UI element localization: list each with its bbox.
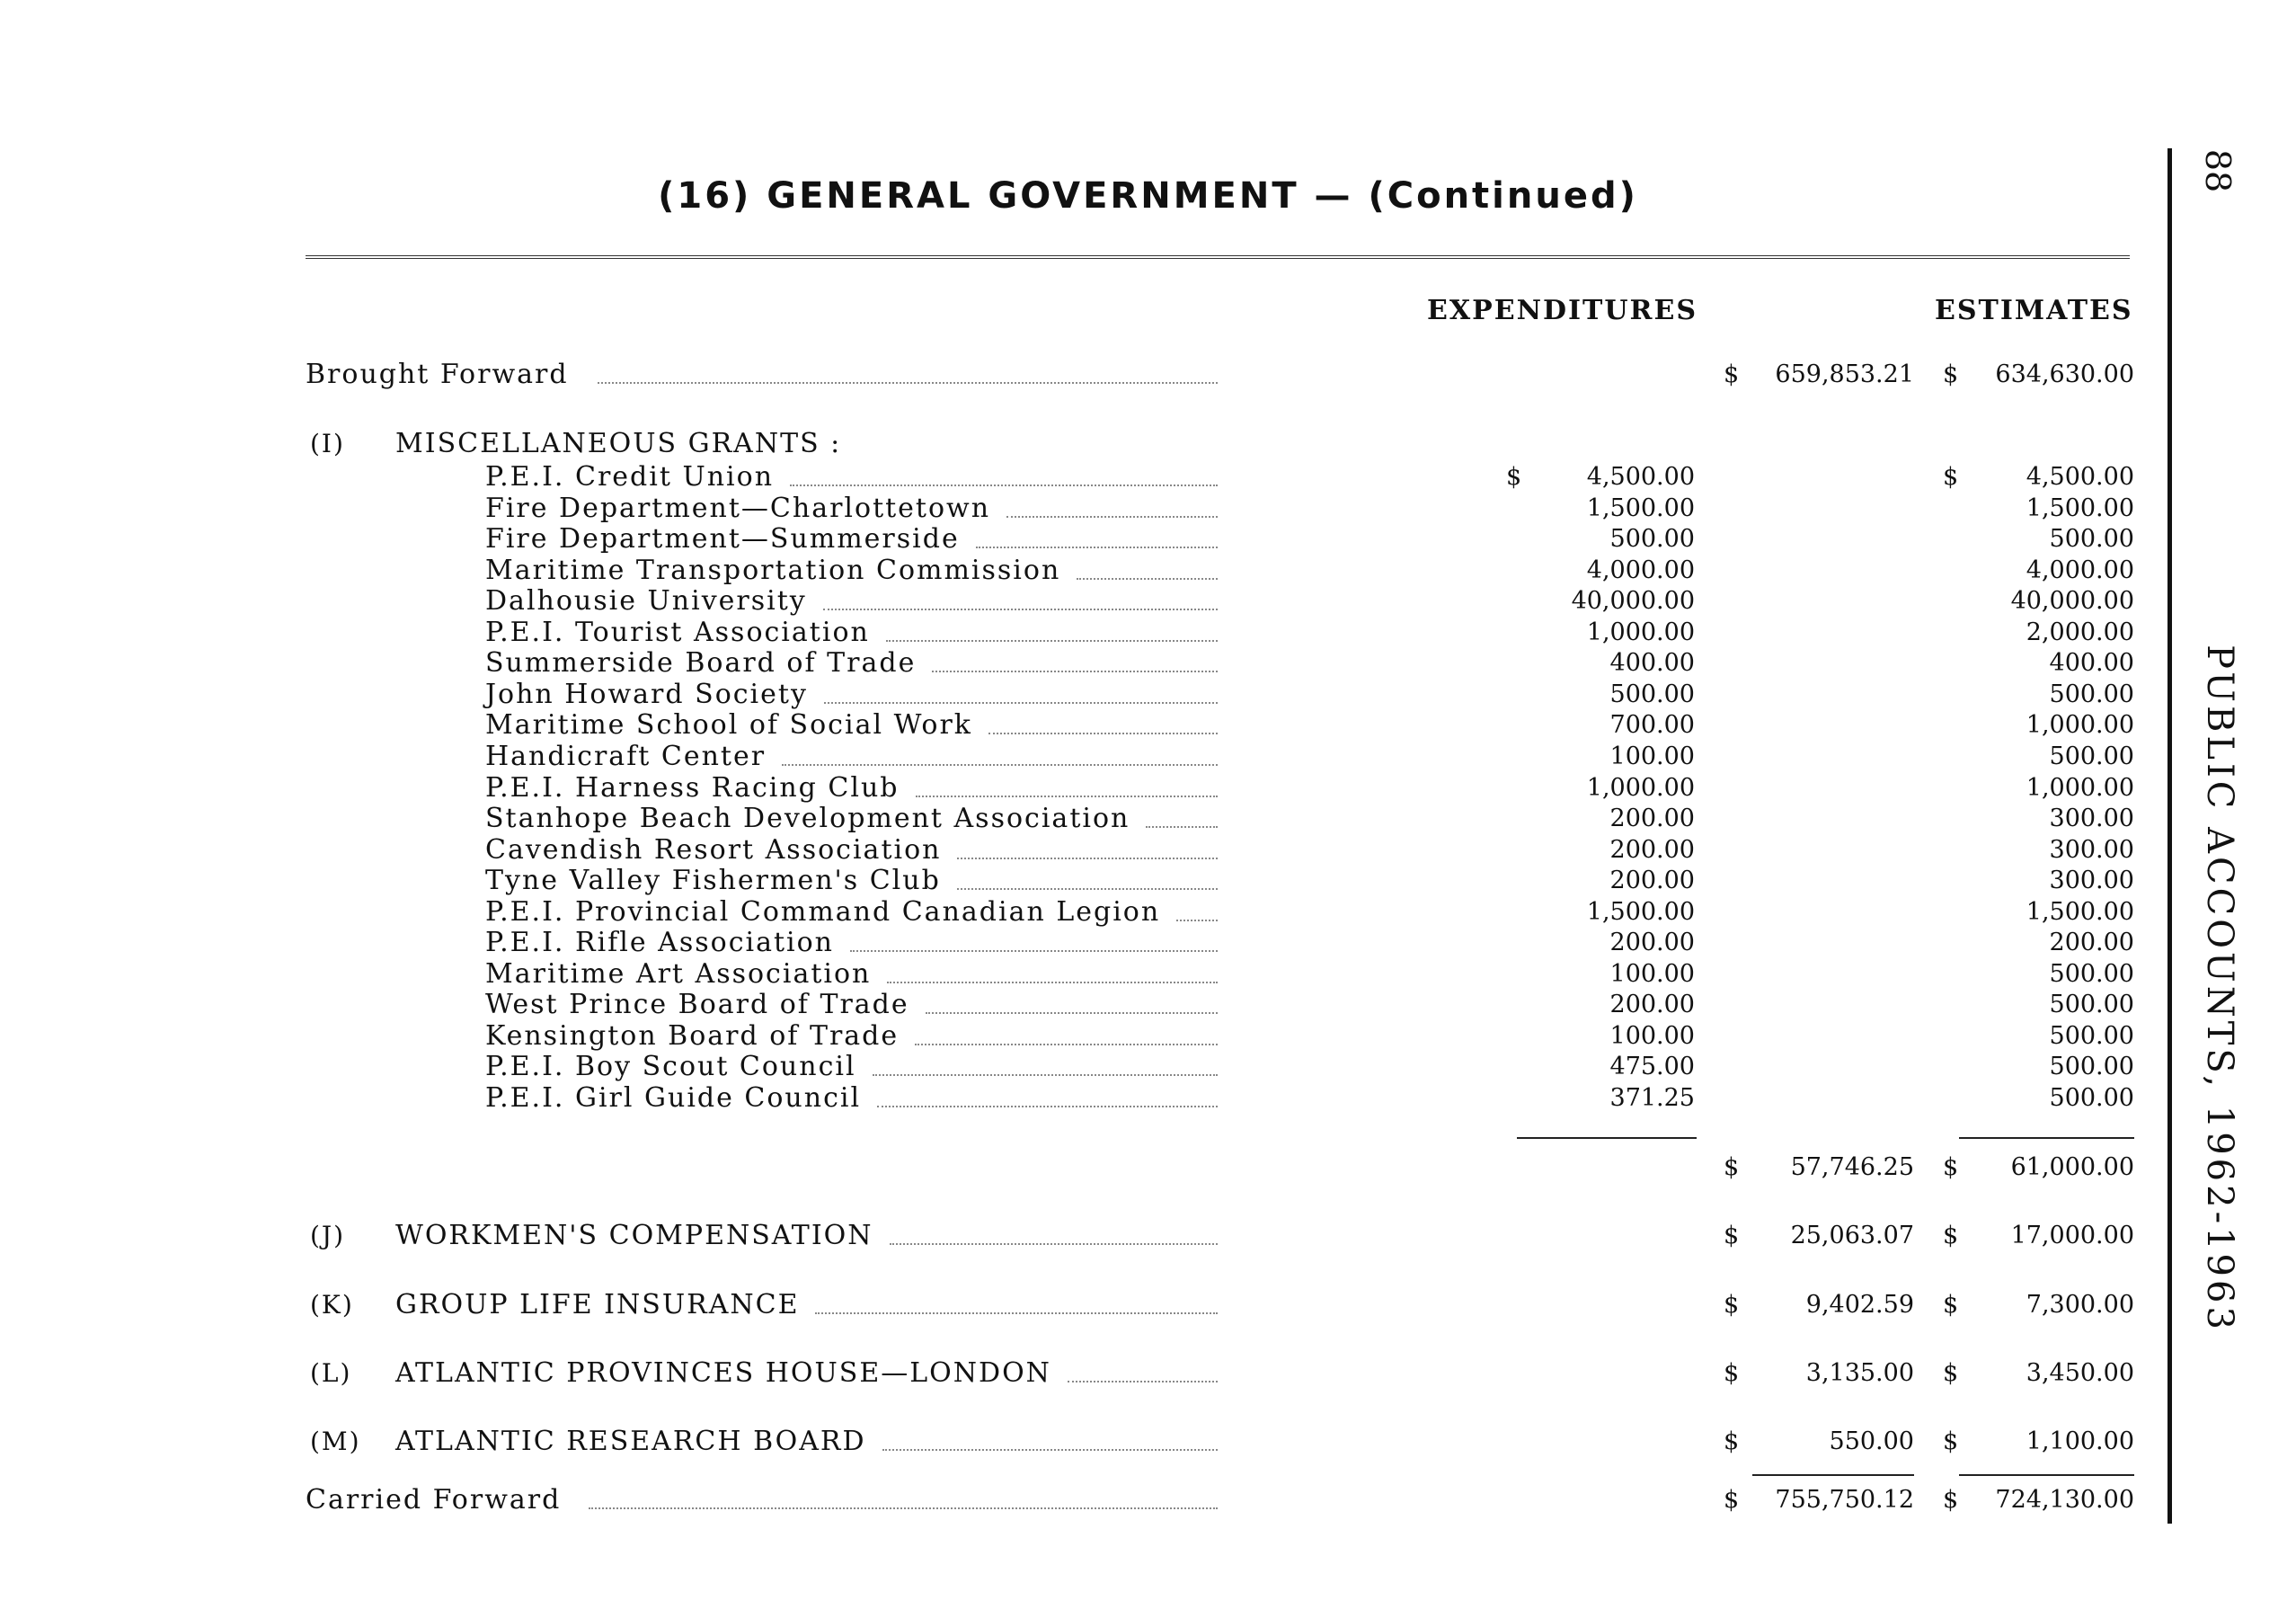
section-estimate: 17,000.00 bbox=[2010, 1222, 2134, 1249]
currency-symbol: $ bbox=[1724, 1291, 1740, 1319]
leader-dots bbox=[976, 547, 1218, 548]
leader-dots bbox=[1077, 578, 1218, 580]
section-code: (J) bbox=[310, 1221, 346, 1250]
leader-dots bbox=[932, 671, 1218, 672]
leader-dots bbox=[957, 858, 1218, 859]
grant-estimate: 400.00 bbox=[2049, 649, 2134, 678]
grant-label: West Prince Board of Trade bbox=[485, 989, 909, 1021]
grant-label: Tyne Valley Fishermen's Club bbox=[485, 865, 941, 897]
grant-expenditure: 200.00 bbox=[1609, 929, 1695, 957]
grant-row bbox=[0, 524, 2296, 555]
grant-estimate: 4,500.00 bbox=[2026, 463, 2134, 491]
section-estimate: 1,100.00 bbox=[2026, 1427, 2134, 1455]
section-expenditure: 25,063.07 bbox=[1790, 1222, 1914, 1249]
grant-estimate: 500.00 bbox=[2049, 991, 2134, 1019]
column-header-estimates: ESTIMATES bbox=[1935, 295, 2133, 326]
grant-label: Fire Department—Charlottetown bbox=[485, 492, 991, 524]
leader-dots bbox=[887, 982, 1218, 983]
leader-dots bbox=[815, 1312, 1218, 1314]
grant-estimate: 300.00 bbox=[2049, 805, 2134, 833]
grant-expenditure: 200.00 bbox=[1609, 835, 1695, 864]
carried-forward-rule-est bbox=[1959, 1474, 2134, 1476]
section-label: GROUP LIFE INSURANCE bbox=[395, 1289, 800, 1320]
column-header-expenditures: EXPENDITURES bbox=[1427, 295, 1698, 326]
leader-dots bbox=[877, 1106, 1218, 1107]
currency-symbol: $ bbox=[1724, 1486, 1740, 1514]
grant-row bbox=[0, 804, 2296, 834]
leader-dots bbox=[926, 1012, 1218, 1014]
grant-estimate: 200.00 bbox=[2049, 929, 2134, 957]
currency-symbol: $ bbox=[1943, 1427, 1959, 1455]
grant-estimate: 500.00 bbox=[2049, 1053, 2134, 1081]
grant-estimate: 500.00 bbox=[2049, 742, 2134, 770]
grant-label: P.E.I. Rifle Association bbox=[485, 927, 835, 959]
misc-heading: MISCELLANEOUS GRANTS : bbox=[395, 428, 842, 459]
leader-dots bbox=[915, 1044, 1218, 1045]
brought-forward-row bbox=[0, 360, 2296, 390]
grant-label: P.E.I. Harness Racing Club bbox=[485, 771, 900, 804]
grant-expenditure: 40,000.00 bbox=[1571, 587, 1695, 616]
grant-expenditure: 400.00 bbox=[1609, 649, 1695, 678]
grant-expenditure: 500.00 bbox=[1609, 525, 1695, 554]
section-code: (L) bbox=[310, 1358, 352, 1388]
brought-forward-expenditure: 659,853.21 bbox=[1775, 360, 1914, 388]
grant-row bbox=[0, 462, 2296, 493]
grant-expenditure: 475.00 bbox=[1609, 1053, 1695, 1081]
misc-total-expenditure: 57,746.25 bbox=[1790, 1153, 1914, 1181]
grant-label: Summerside Board of Trade bbox=[485, 647, 917, 680]
currency-symbol: $ bbox=[1943, 1222, 1959, 1249]
grant-estimate: 40,000.00 bbox=[2010, 587, 2134, 616]
section-expenditure: 550.00 bbox=[1829, 1427, 1914, 1455]
brought-forward-estimate: 634,630.00 bbox=[1995, 360, 2134, 388]
grant-estimate: 1,500.00 bbox=[2026, 493, 2134, 522]
grant-estimate: 1,000.00 bbox=[2026, 773, 2134, 802]
page-title: (16) GENERAL GOVERNMENT — (Continued) bbox=[658, 175, 1638, 217]
grant-label: P.E.I. Boy Scout Council bbox=[485, 1051, 856, 1083]
grant-label: Maritime School of Social Work bbox=[485, 709, 972, 742]
grant-row bbox=[0, 710, 2296, 741]
grant-estimate: 1,000.00 bbox=[2026, 711, 2134, 740]
grant-label: Maritime Art Association bbox=[485, 957, 872, 990]
leader-dots bbox=[850, 950, 1218, 952]
grant-expenditure: 4,000.00 bbox=[1586, 556, 1695, 584]
grant-expenditure: 1,500.00 bbox=[1586, 493, 1695, 522]
grant-expenditure: 200.00 bbox=[1609, 991, 1695, 1019]
grant-estimate: 500.00 bbox=[2049, 959, 2134, 988]
currency-symbol: $ bbox=[1724, 360, 1740, 388]
grant-row bbox=[0, 618, 2296, 648]
section-row bbox=[0, 1427, 2296, 1457]
section-code: (K) bbox=[310, 1290, 354, 1320]
leader-dots bbox=[873, 1074, 1218, 1076]
grant-label: Fire Department—Summerside bbox=[485, 523, 960, 556]
grant-estimate: 4,000.00 bbox=[2026, 556, 2134, 584]
grant-row bbox=[0, 1021, 2296, 1052]
section-code: (M) bbox=[310, 1427, 361, 1456]
grant-expenditure: 1,500.00 bbox=[1586, 897, 1695, 926]
title-rule bbox=[306, 255, 2130, 259]
section-code: (I) bbox=[310, 429, 345, 458]
section-row bbox=[0, 1358, 2296, 1389]
leader-dots bbox=[589, 1507, 1218, 1509]
leader-dots bbox=[957, 888, 1218, 890]
grant-expenditure: 100.00 bbox=[1609, 1021, 1695, 1050]
section-label: WORKMEN'S COMPENSATION bbox=[395, 1220, 873, 1251]
grant-label: John Howard Society bbox=[485, 678, 808, 710]
grant-estimate: 500.00 bbox=[2049, 1021, 2134, 1050]
grant-estimate: 500.00 bbox=[2049, 680, 2134, 708]
leader-dots bbox=[988, 733, 1218, 734]
grant-label: Kensington Board of Trade bbox=[485, 1019, 900, 1052]
grant-estimate: 500.00 bbox=[2049, 525, 2134, 554]
grant-row bbox=[0, 928, 2296, 958]
leader-dots bbox=[824, 702, 1218, 704]
section-estimate: 3,450.00 bbox=[2026, 1359, 2134, 1387]
grant-label: P.E.I. Girl Guide Council bbox=[485, 1082, 862, 1114]
grant-expenditure: 1,000.00 bbox=[1586, 618, 1695, 646]
misc-subtotal-rule-est bbox=[1959, 1137, 2134, 1139]
leader-dots bbox=[790, 485, 1218, 486]
grant-row bbox=[0, 773, 2296, 804]
grant-row bbox=[0, 835, 2296, 866]
grant-estimate: 300.00 bbox=[2049, 867, 2134, 895]
leader-dots bbox=[890, 1243, 1218, 1245]
leader-dots bbox=[598, 382, 1218, 384]
grant-expenditure: 100.00 bbox=[1609, 959, 1695, 988]
carried-forward-row bbox=[0, 1485, 2296, 1516]
grant-expenditure: 200.00 bbox=[1609, 805, 1695, 833]
grant-label: P.E.I. Tourist Association bbox=[485, 616, 870, 648]
currency-symbol: $ bbox=[1943, 360, 1959, 388]
grant-row bbox=[0, 897, 2296, 928]
section-expenditure: 9,402.59 bbox=[1805, 1291, 1914, 1319]
currency-symbol: $ bbox=[1506, 463, 1522, 491]
grant-expenditure: 200.00 bbox=[1609, 867, 1695, 895]
currency-symbol: $ bbox=[1943, 1486, 1959, 1514]
page-number: 88 bbox=[2198, 148, 2238, 193]
brought-forward-label: Brought Forward bbox=[306, 359, 569, 390]
grant-row bbox=[0, 959, 2296, 990]
grant-estimate: 500.00 bbox=[2049, 1084, 2134, 1112]
grant-row bbox=[0, 990, 2296, 1020]
currency-symbol: $ bbox=[1943, 1153, 1959, 1181]
section-label: ATLANTIC PROVINCES HOUSE—LONDON bbox=[395, 1357, 1051, 1389]
leader-dots bbox=[1176, 920, 1218, 921]
grant-row bbox=[0, 742, 2296, 772]
currency-symbol: $ bbox=[1943, 463, 1959, 491]
leader-dots bbox=[823, 609, 1218, 610]
grant-label: Dalhousie University bbox=[485, 585, 807, 618]
grant-label: Maritime Transportation Commission bbox=[485, 554, 1061, 586]
leader-dots bbox=[1146, 826, 1218, 828]
grant-label: P.E.I. Credit Union bbox=[485, 461, 775, 493]
section-label: ATLANTIC RESEARCH BOARD bbox=[395, 1426, 866, 1457]
currency-symbol: $ bbox=[1724, 1359, 1740, 1387]
grant-expenditure: 500.00 bbox=[1609, 680, 1695, 708]
misc-total-estimate: 61,000.00 bbox=[2010, 1153, 2134, 1181]
grant-label: Handicraft Center bbox=[485, 740, 767, 772]
grant-row bbox=[0, 556, 2296, 586]
grant-row bbox=[0, 493, 2296, 524]
grant-label: P.E.I. Provincial Command Canadian Legion bbox=[485, 895, 1161, 928]
grant-expenditure: 100.00 bbox=[1609, 742, 1695, 770]
grant-estimate: 1,500.00 bbox=[2026, 897, 2134, 926]
currency-symbol: $ bbox=[1943, 1359, 1959, 1387]
leader-dots bbox=[916, 796, 1218, 797]
grant-estimate: 300.00 bbox=[2049, 835, 2134, 864]
currency-symbol: $ bbox=[1724, 1222, 1740, 1249]
leader-dots bbox=[1006, 516, 1218, 518]
currency-symbol: $ bbox=[1724, 1427, 1740, 1455]
grant-expenditure: 700.00 bbox=[1609, 711, 1695, 740]
leader-dots bbox=[1068, 1381, 1218, 1382]
carried-forward-estimate: 724,130.00 bbox=[1995, 1486, 2134, 1514]
grant-row bbox=[0, 866, 2296, 896]
grant-row bbox=[0, 1052, 2296, 1082]
section-row bbox=[0, 1221, 2296, 1251]
grant-expenditure: 371.25 bbox=[1609, 1084, 1695, 1112]
section-expenditure: 3,135.00 bbox=[1805, 1359, 1914, 1387]
grant-row bbox=[0, 586, 2296, 617]
grant-row bbox=[0, 648, 2296, 679]
leader-dots bbox=[882, 1449, 1218, 1451]
leader-dots bbox=[886, 640, 1218, 642]
grant-estimate: 2,000.00 bbox=[2026, 618, 2134, 646]
grant-expenditure: 1,000.00 bbox=[1586, 773, 1695, 802]
grant-label: Stanhope Beach Development Association bbox=[485, 803, 1130, 835]
carried-forward-rule-exp bbox=[1752, 1474, 1914, 1476]
grant-expenditure: 4,500.00 bbox=[1586, 463, 1695, 491]
misc-heading-row bbox=[0, 429, 2296, 459]
running-title: PUBLIC ACCOUNTS, 1962-1963 bbox=[2199, 645, 2240, 1333]
carried-forward-label: Carried Forward bbox=[306, 1484, 562, 1516]
misc-subtotal-rule-exp bbox=[1517, 1137, 1697, 1139]
grant-row bbox=[0, 1083, 2296, 1114]
section-row bbox=[0, 1290, 2296, 1320]
currency-symbol: $ bbox=[1943, 1291, 1959, 1319]
misc-total-row bbox=[0, 1152, 2296, 1183]
section-estimate: 7,300.00 bbox=[2026, 1291, 2134, 1319]
currency-symbol: $ bbox=[1724, 1153, 1740, 1181]
grant-label: Cavendish Resort Association bbox=[485, 833, 942, 866]
carried-forward-expenditure: 755,750.12 bbox=[1775, 1486, 1914, 1514]
leader-dots bbox=[782, 764, 1218, 766]
grant-row bbox=[0, 680, 2296, 710]
